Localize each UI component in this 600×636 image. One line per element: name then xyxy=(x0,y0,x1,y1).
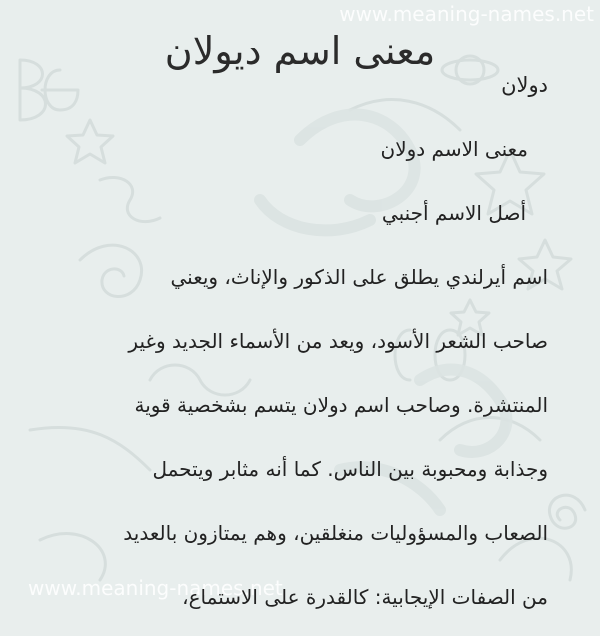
paragraph-line: الصعاب والمسؤوليات منغلقين، وهم يمتازون بالعديد xyxy=(123,521,548,545)
site-watermark-bottom: www.meaning-names.net xyxy=(28,576,283,600)
meaning-heading: معنى الاسم دولان xyxy=(380,137,528,161)
paragraph-line: المنتشرة. وصاحب اسم دولان يتسم بشخصية قوية xyxy=(134,393,548,417)
paragraph-line: وجذابة ومحبوبة بين الناس. كما أنه مثابر ويتحمل xyxy=(152,457,548,481)
paragraph-line: اسم أيرلندي يطلق على الذكور والإناث، ويعني xyxy=(170,265,548,289)
paragraph-line: صاحب الشعر الأسود، ويعد من الأسماء الجديد وغير xyxy=(128,329,548,353)
name-label: دولان xyxy=(501,73,548,97)
origin-line: أصل الاسم أجنبي xyxy=(381,201,526,225)
paragraph-line: من الصفات الإيجابية: كالقدرة على الاستماع، xyxy=(182,585,548,609)
page-title: معنى اسم ديولان xyxy=(164,29,436,74)
site-watermark-top: www.meaning-names.net xyxy=(339,2,594,26)
article-body xyxy=(36,60,560,636)
